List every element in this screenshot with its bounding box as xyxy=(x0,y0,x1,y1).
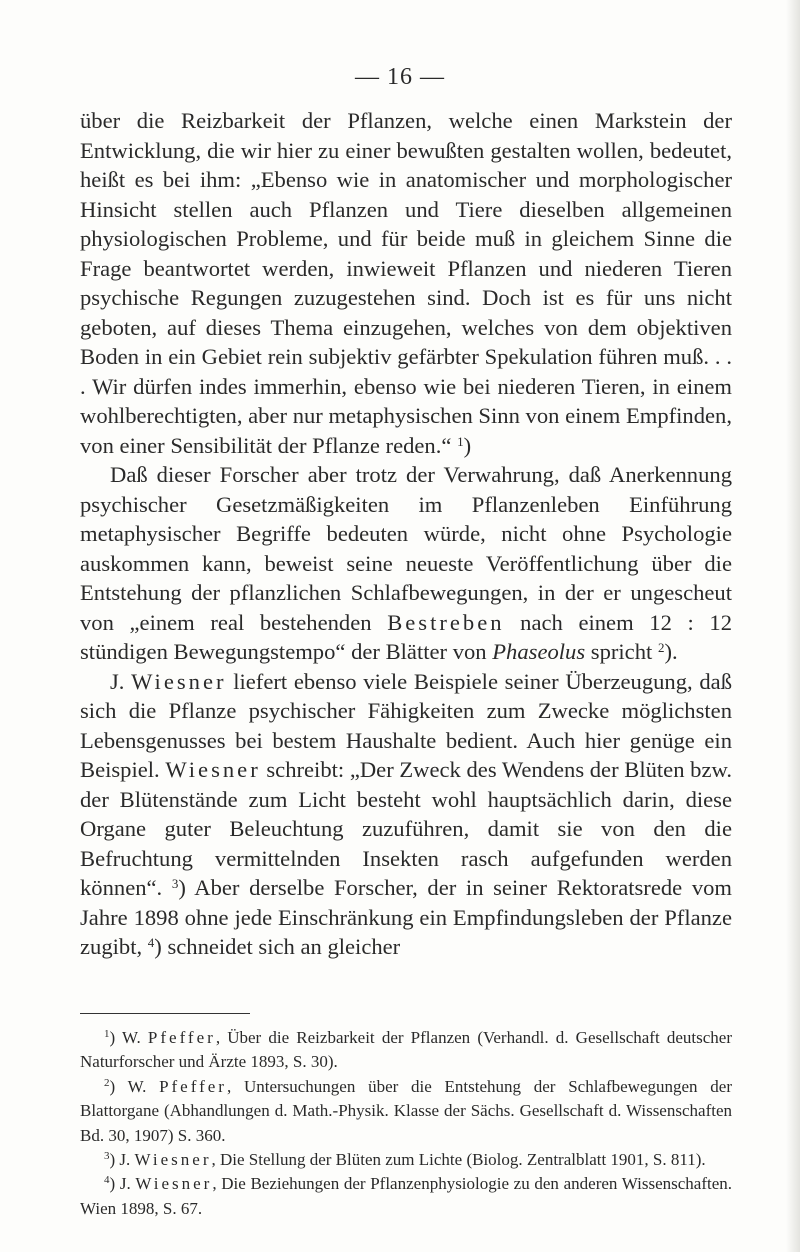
text-run: spricht xyxy=(585,639,658,664)
spaced-name: Wiesner xyxy=(134,1150,212,1170)
spaced-name: Pfeffer xyxy=(147,1028,216,1047)
footnote-number: 4 xyxy=(104,1174,110,1187)
text-run: , Über die Reizbarkeit der Pflanzen (Verhandl. d. Gesellschaft deutscher Naturforscher und Ärzte 1893, S. 30). xyxy=(80,1028,732,1072)
text-run: , Die Stellung der Blüten zum Lichte (Biolog. Zentralblatt 1901, S. 811). xyxy=(211,1150,706,1170)
text-run: ) Aber derselbe Forscher, der in seiner Rektoratsrede vom Jahre 1898 ohne jede Einschränkung ein Empfindungsleben der Pflanze zugibt, xyxy=(80,875,732,959)
text-run: ) J. xyxy=(109,1150,135,1170)
footnote-reference: 3 xyxy=(171,876,179,891)
footnote-reference: 1 xyxy=(457,433,464,449)
paragraph xyxy=(80,460,732,667)
text-run: ) W. xyxy=(109,1076,160,1096)
text-run: nach einem 12 : 12 stündigen Bewegungstempo“ der Blätter von xyxy=(80,609,733,664)
footnote-separator xyxy=(80,1013,250,1014)
main-text xyxy=(80,106,732,962)
paragraph xyxy=(80,667,732,962)
footnote xyxy=(80,1075,732,1148)
footnote-reference: 2 xyxy=(657,640,665,655)
text-run: J. xyxy=(110,668,132,694)
page-number: — 16 — xyxy=(355,64,445,90)
text-run: ). xyxy=(664,639,678,664)
footnote xyxy=(80,1148,732,1172)
spaced-name: Wiesner xyxy=(135,1174,213,1194)
text-run: Daß dieser Forscher aber trotz der Verwahrung, daß Anerkennung psychischer Gesetzmäßigkeiten im Pflanzenleben Einführung metaphysischer Begriffe bedeuten würde, nicht ohne Psychologie auskommen kann, beweist seine neueste Veröffentlichung über die Entstehung der pflanzlichen Schlafbewegungen, in der er ungescheut von „einem real bestehenden xyxy=(80,462,732,635)
text-run: ) xyxy=(463,432,472,458)
footnote-reference: 4 xyxy=(147,935,155,950)
footnotes xyxy=(80,1026,732,1221)
text-run: , Die Beziehungen der Pflanzenphysiologie zu den anderen Wissenschaften. Wien 1898, S. 67. xyxy=(80,1174,732,1218)
spaced-name: Wiesner xyxy=(165,757,261,782)
spaced-name: Pfeffer xyxy=(159,1076,227,1096)
text-run: liefert ebenso viele Beispiele seiner Überzeugung, daß sich die Pflanze psychischer Fähigkeiten zum Zwecke möglichsten Lebensgenusses bei bestem Haushalte bedient. Auch hier genüge ein Beispiel. xyxy=(80,668,732,782)
spaced-name: Bestreben xyxy=(387,609,505,635)
paragraph xyxy=(80,106,732,460)
footnote-number: 3 xyxy=(104,1150,110,1163)
page-edge-shadow xyxy=(786,0,800,1252)
text-run: ) schneidet sich an gleicher xyxy=(154,934,401,959)
text-run: ) W. xyxy=(109,1028,148,1047)
text-run: über die Reizbarkeit der Pflanzen, welche einen Markstein der Entwicklung, die wir hier zu einer bewußten gestalten wollen, bedeutet, heißt es bei ihm: „Ebenso wie in anatomischer und morphologischer Hinsicht stellen auch Pflanzen und Tiere dieselben allgemeinen physiologischen Probleme, und für beide muß in gleichem Sinne die Frage beantwortet werden, inwieweit Pflanzen und niederen Tieren psychische Regungen zuzugestehen sind. Doch ist es für uns nicht geboten, auf dieses Thema einzugehen, welches von dem objektiven Boden in ein Gebiet rein subjektiv gefärbter Spekulation führen muß. . . . Wir dürfen indes immerhin, ebenso wie bei niederen Tieren, in einem wohlberechtigten, aber nur metaphysischen Sinn von einem Empfinden, von einer Sensibilität der Pflanze reden.“ xyxy=(80,108,732,458)
italic-term: Phaseolus xyxy=(492,639,586,664)
footnote xyxy=(80,1026,732,1075)
footnote-number: 2 xyxy=(104,1076,110,1089)
footnote xyxy=(80,1172,732,1221)
text-run: ) J. xyxy=(109,1174,136,1194)
spaced-name: Wiesner xyxy=(131,668,227,694)
footnote-number: 1 xyxy=(104,1028,110,1040)
text-run: schreibt: „Der Zweck des Wendens der Blüten bzw. der Blütenstände zum Licht besteht wohl hauptsächlich darin, diese Organe guter Beleuchtung zuzuführen, damit sie von den die Befruchtung vermittelnden Insekten rasch aufgefunden werden können“. xyxy=(80,757,732,900)
text-run: , Untersuchungen über die Entstehung der Schlafbewegungen der Blattorgane (Abhandlungen d. Math.-Physik. Klasse der Sächs. Gesellschaft d. Wissenschaften Bd. 30, 1907) S. 360. xyxy=(80,1076,732,1145)
